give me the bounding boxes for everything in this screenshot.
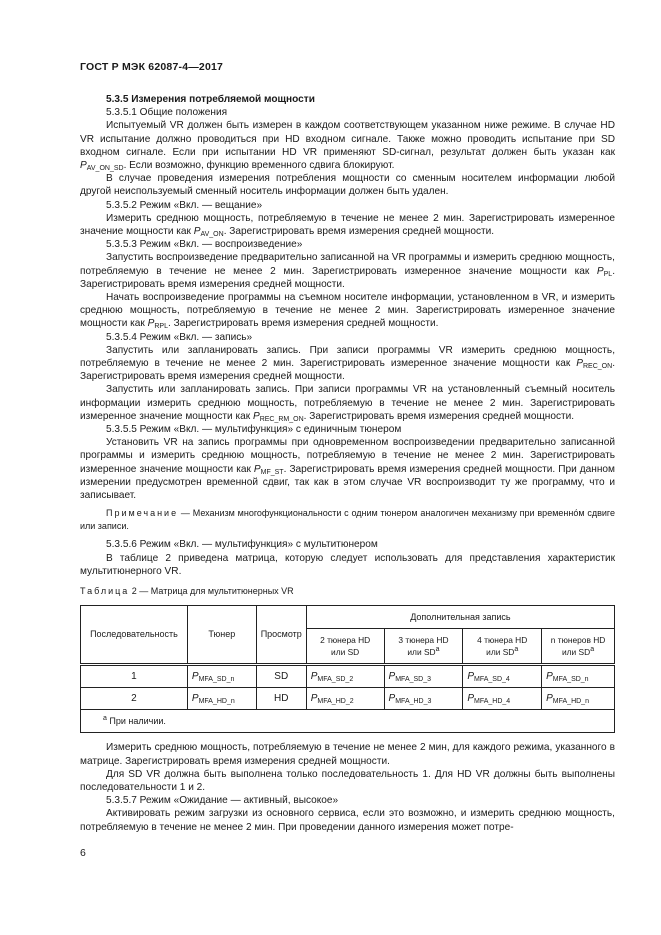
paragraph: Запустить или запланировать запись. При записи программы VR на установленный съемный носитель информации измерить среднюю мощность, потребляемую в течение не менее 2 мин. Зарегистрировать измеренное значение мощности как $P_{REC\_RM\_ON}$. Зарегистрировать время измерения средней мощности. (80, 384, 615, 423)
section-title-5-3-5-3: 5.3.5.3 Режим «Вкл. — воспроизведение» (106, 239, 303, 251)
table-row (81, 688, 615, 710)
cell-value: $P_{MFA\_SD\_4}$ (463, 665, 542, 688)
section-title-5-3-5-5: 5.3.5.5 Режим «Вкл. — мультифункция» с единичным тюнером (106, 424, 402, 436)
header-n-tuners: n тюнеров HD или $SD^a$ (542, 629, 615, 665)
paragraph: В таблице 2 приведена матрица, которую следует использовать для представления характеристик мультитюнерного VR. (80, 552, 615, 577)
paragraph: Испытуемый VR должен быть измерен в каждом соответствующем указанном ниже режиме. В случае HD VR испытание должно проводиться при HD входном сигнале. Также можно проводить испытание при SD входном сигнале. Если при испытании HD VR применяют SD-сигнал, результат должен быть указан как $P_{AV\_ON\_SD}$. Если возможно, функцию временного сдвига блокируют. (80, 120, 615, 173)
cell-tuner: $P_{MFA\_SD\_n}$ (187, 665, 256, 688)
paragraph: Запустить или запланировать запись. При записи программы VR измерить среднюю мощность, потребляемую в течение не менее 2 мин. Зарегистрировать измеренное значение мощности как $P_{REC\_ON}$. Зарегистрировать время измерения средней мощности. (80, 344, 615, 383)
matrix-table (80, 605, 615, 733)
cell-value: $P_{MFA\_HD\_4}$ (463, 688, 542, 710)
cell-view: HD (256, 688, 306, 710)
header-sequence: Последовательность (81, 606, 188, 665)
paragraph: Активировать режим загрузки из основного сервиса, если это возможно, и измерить среднюю мощность, потребляемую в течение не менее 2 мин. При проведении данного измерения может потре- (80, 808, 615, 833)
cell-sequence: 2 (81, 688, 188, 710)
paragraph: Измерить среднюю мощность, потребляемую в течение не менее 2 мин, для каждого режима, указанного в матрице. Зарегистрировать время измерения средней мощности. (80, 742, 615, 767)
paragraph: Для SD VR должна быть выполнена только последовательность 1. Для HD VR должны быть выполнены последовательности 1 и 2. (80, 768, 615, 793)
section-title-5-3-5-6: 5.3.5.6 Режим «Вкл. — мультифункция» с мультитюнером (106, 539, 378, 551)
paragraph: Измерить среднюю мощность, потребляемую в течение не менее 2 мин. Зарегистрировать измеренное значение мощности как $P_{AV\_ON}$. Зарегистрировать время измерения средней мощности. (80, 212, 615, 239)
cell-tuner: $P_{MFA\_HD\_n}$ (187, 688, 256, 710)
cell-view: SD (256, 665, 306, 688)
cell-value: $P_{MFA\_HD\_3}$ (384, 688, 463, 710)
document-header: ГОСТ Р МЭК 62087-4—2017 (80, 61, 224, 73)
header-additional-record: Дополнительная запись (306, 606, 614, 629)
header-tuner: Тюнер (187, 606, 256, 665)
cell-value: $P_{MFA\_HD\_2}$ (306, 688, 384, 710)
paragraph: Запустить воспроизведение предварительно записанной на VR программы и измерить среднюю мощность, потребляемую в течение не менее 2 мин. Зарегистрировать измеренное значение мощности как $P_{PL}$. Зарегистрировать время измерения средней мощности. (80, 252, 615, 290)
cell-sequence: 1 (81, 665, 188, 688)
section-title-5-3-5-2: 5.3.5.2 Режим «Вкл. — вещание» (106, 199, 263, 211)
paragraph: Начать воспроизведение программы на съемном носителе информации, установленном в VR, и измерить среднюю мощность, потребляемую в течение не менее 2 мин. Зарегистрировать измеренное значение мощности как $P_{RPL}$. Зарегистрировать время измерения средней мощности. (80, 292, 615, 331)
note: Примечание — Механизм многофункциональности с одним тюнером аналогичен механизму при временно́м сдвиге или записи. (80, 508, 615, 531)
paragraph: В случае проведения измерения потребления мощности со сменным носителем информации любой другой неиспользуемый сменный носитель информации должен быть удален. (80, 173, 615, 198)
table-caption: Таблица 2 — Матрица для мультитюнерных VR (80, 586, 294, 597)
section-title-5-3-5-1: 5.3.5.1 Общие положения (106, 107, 228, 119)
cell-value: $P_{MFA\_HD\_n}$ (542, 688, 615, 710)
section-title-5-3-5-7: 5.3.5.7 Режим «Ожидание — активный, высокое» (106, 795, 339, 807)
paragraph: Установить VR на запись программы при одновременном воспроизведении предварительно записанной программы и измерить среднюю мощность, потребляемую в течение не менее 2 мин. Зарегистрировать измеренное значение мощности как $P_{MF\_ST}$. Зарегистрировать время измерения средней мощности. При данном измерении предусмотрен временной сдвиг, так как в этом случае VR воспроизводит ту же программу, что и записывает. (80, 437, 615, 502)
cell-value: $P_{MFA\_SD\_2}$ (306, 665, 384, 688)
cell-value: $P_{MFA\_SD\_n}$ (542, 665, 615, 688)
table-footnote: $^a$ При наличии. (81, 710, 615, 733)
header-view: Просмотр (256, 606, 306, 665)
cell-value: $P_{MFA\_SD\_3}$ (384, 665, 463, 688)
table-row (81, 665, 615, 688)
page-number: 6 (80, 847, 86, 859)
section-title-5-3-5: 5.3.5 Измерения потребляемой мощности (106, 94, 315, 105)
section-title-5-3-5-4: 5.3.5.4 Режим «Вкл. — запись» (106, 331, 253, 343)
header-2-tuners: 2 тюнера HD или SD (306, 629, 384, 665)
note-label: Примечание (106, 508, 179, 519)
header-3-tuners: 3 тюнера HD или $SD^a$ (384, 629, 463, 665)
header-4-tuners: 4 тюнера HD или $SD^a$ (463, 629, 542, 665)
document-body (80, 93, 615, 834)
